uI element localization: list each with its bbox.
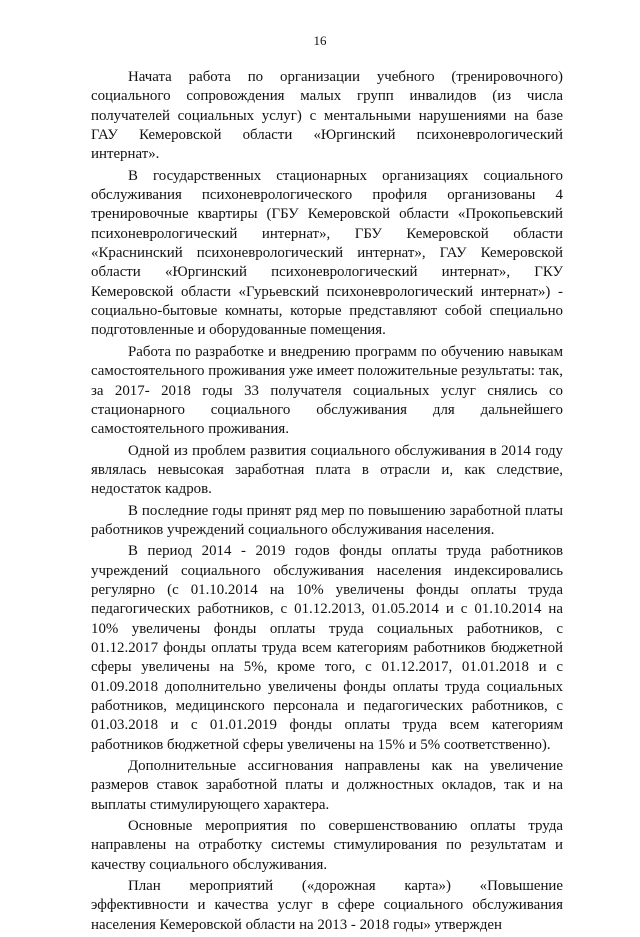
paragraph-2: В государственных стационарных организациях социального обслуживания психоневрологического профиля организованы 4 тренировочные квартиры (ГБУ Кемеровской области «Прокопьевский психоневрологический интернат», ГБУ Кемеровской области «Краснинский психоневрологический интернат», ГАУ Кемеровской области «Юргинский психоневрологический интернат», ГКУ Кемеровской области «Гурьевский психоневрологический интернат») - социально-бытовые комнаты, которые представляют собой специально подготовленные и оборудованные помещения.	[91, 167, 563, 339]
paragraph-9: План мероприятий («дорожная карта») «Повышение эффективности и качества услуг в сфере социального обслуживания населения Кемеровской области на 2013 - 2018 годы» утвержден	[91, 878, 563, 933]
paragraph-5: В последние годы принят ряд мер по повышению заработной платы работников учреждений социального обслуживания населения.	[91, 502, 563, 538]
page-number: 16	[313, 33, 327, 48]
paragraph-7: Дополнительные ассигнования направлены как на увеличение размеров ставок заработной платы и должностных окладов, так и на выплаты стимулирующего характера.	[91, 758, 563, 813]
paragraph-1: Начата работа по организации учебного (тренировочного) социального сопровождения малых групп инвалидов (из числа получателей социальных услуг) с ментальными нарушениями на базе ГАУ Кемеровской области «Юргинский психоневрологический интернат».	[91, 69, 563, 163]
paragraph-4: Одной из проблем развития социального обслуживания в 2014 году являлась невысокая заработная плата в отрасли и, как следствие, недостаток кадров.	[91, 442, 563, 498]
document-body	[91, 68, 563, 937]
paragraph-8: Основные мероприятия по совершенствованию оплаты труда направлены на отработку системы стимулирования по результатам и качеству социального обслуживания.	[91, 818, 563, 873]
paragraph-6: В период 2014 - 2019 годов фонды оплаты труда работников учреждений социального обслуживания населения индексировались регулярно (с 01.10.2014 на 10% увеличены фонды оплаты труда педагогических работников, с 01.12.2013, 01.05.2014 и с 01.10.2014 на 10% увеличены фонды оплаты труда социальных работников, с 01.12.2017 фонды оплаты труда всем категориям работников бюджетной сферы увеличены на 5%, кроме того, с 01.12.2017, 01.01.2018 и с 01.09.2018 дополнительно увеличены фонды оплаты труда социальных работников, медицинского персонала и педагогических работников, с 01.03.2018 и с 01.01.2019 фонды оплаты труда всем категориям работников бюджетной сферы увеличены на 15% и 5% соответственно).	[91, 543, 563, 753]
paragraph-3: Работа по разработке и внедрению программ по обучению навыкам самостоятельного проживания уже имеет положительные результаты: так, за 2017- 2018 годы 33 получателя социальных услуг снялись со стационарного социального обслуживания для дальнейшего самостоятельного проживания.	[91, 343, 563, 438]
